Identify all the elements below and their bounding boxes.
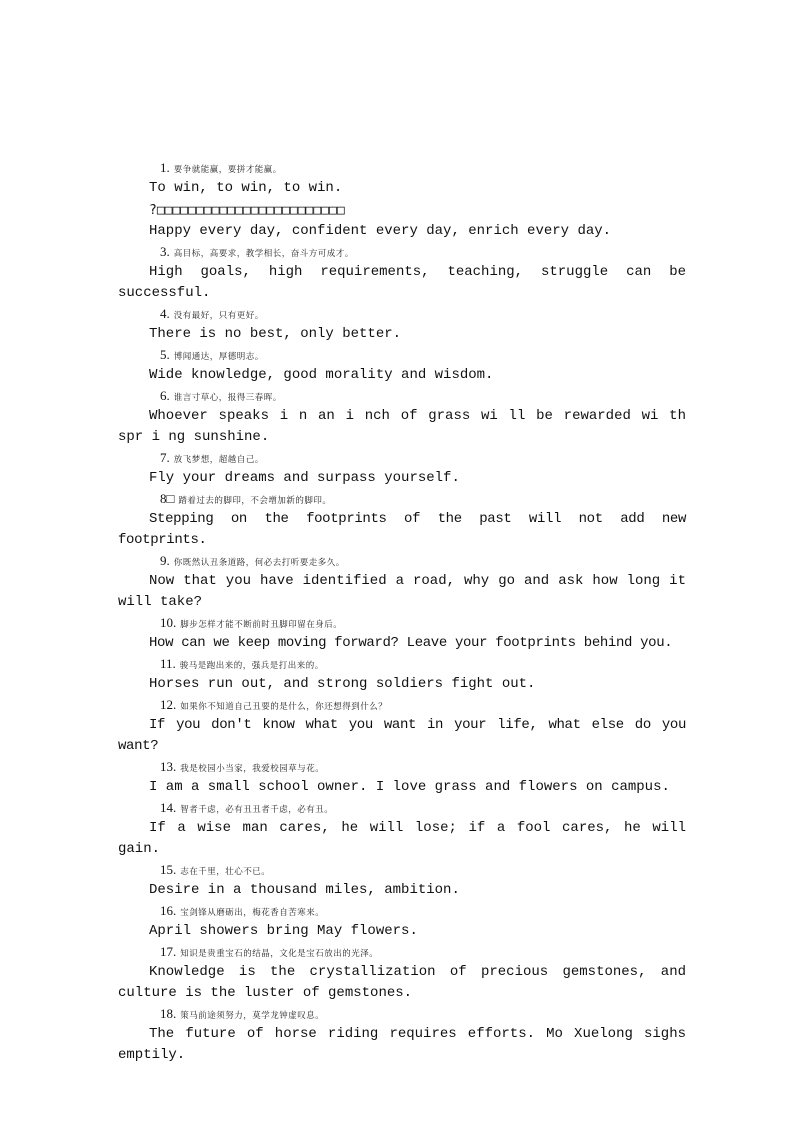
entry-number: 3. (160, 244, 170, 259)
chinese-text: 你既然认丑条道路，何必去打听要走多久。 (173, 558, 345, 568)
entry-number: 17. (160, 944, 177, 959)
quote-entry-17 (118, 944, 686, 1004)
chinese-text: 志在千里，壮心不已。 (180, 867, 271, 877)
english-text: The future of horse riding requires efforts. Mo Xuelong sighs emptily. (118, 1026, 686, 1063)
english-text: Knowledge is the crystallization of precious gemstones, and culture is the luster of gemstones. (118, 964, 686, 1001)
quote-entry-4 (118, 306, 686, 345)
quote-entry-13 (118, 759, 686, 798)
english-text: April showers bring May flowers. (149, 923, 418, 939)
chinese-text: 智者千虑，必有丑丑者千虑，必有丑。 (180, 805, 334, 815)
chinese-text: 知识是贵重宝石的结晶，文化是宝石放出的光泽。 (180, 949, 379, 959)
quote-entry-2 (118, 201, 686, 242)
english-text: If you don't know what you want in your life, what else do you want? (118, 717, 686, 754)
english-text: Whoever speaks i n an i nch of grass wi ll be rewarded wi th spr i ng sunshine. (118, 408, 686, 445)
quote-entry-9 (118, 553, 686, 613)
chinese-text: 踏着过去的脚印，不会增加新的脚印。 (178, 496, 332, 506)
entry-number: 18. (160, 1006, 177, 1021)
chinese-text: 谁言寸草心，报得三春晖。 (173, 393, 282, 403)
quote-entry-11 (118, 656, 686, 695)
quote-entry-3 (118, 244, 686, 304)
english-text: If a wise man cares, he will lose; if a fool cares, he will gain. (118, 820, 686, 857)
chinese-text: 我是校园小当家，我爱校园草与花。 (180, 764, 325, 774)
entry-number: 15. (160, 862, 177, 877)
quote-entry-15 (118, 862, 686, 901)
english-text: High goals, high requirements, teaching, struggle can be successful. (118, 264, 686, 301)
english-text: Now that you have identified a road, why go and ask how long it will take? (118, 573, 686, 610)
english-text: To win, to win, to win. (149, 180, 343, 196)
entry-number: 12. (160, 697, 177, 712)
entry-number: 4. (160, 306, 170, 321)
chinese-text: 放飞梦想，超越自己。 (173, 455, 264, 465)
entry-number: 7. (160, 450, 170, 465)
quote-list (118, 160, 686, 1068)
entry-number: 16. (160, 903, 177, 918)
quote-entry-16 (118, 903, 686, 942)
garbled-text: ?□□□□□□□□□□□□□□□□□□□□□□□□ (149, 203, 345, 218)
english-text: Stepping on the footprints of the past will not add new footprints. (118, 511, 686, 548)
entry-number: 10. (160, 615, 177, 630)
chinese-text: 脚步怎样才能不断前时丑脚印留在身后。 (180, 620, 343, 630)
entry-number: 6. (160, 388, 170, 403)
english-text: Fly your dreams and surpass yourself. (149, 470, 460, 486)
english-text: Happy every day, confident every day, enrich every day. (149, 223, 612, 239)
english-text: There is no best, only better. (149, 326, 402, 342)
chinese-text: 高目标，高要求，教学相长，奋斗方可成才。 (173, 249, 354, 259)
english-text: Wide knowledge, good morality and wisdom. (149, 367, 494, 383)
quote-entry-1 (118, 160, 686, 199)
english-text: How can we keep moving forward? Leave your footprints behind you. (149, 635, 673, 651)
entry-number: 9. (160, 553, 170, 568)
quote-entry-5 (118, 347, 686, 386)
chinese-text: 宝剑锋从磨砺出，梅花香自苦寒来。 (180, 908, 325, 918)
entry-number: 5. (160, 347, 170, 362)
chinese-text: 没有最好，只有更好。 (173, 311, 264, 321)
entry-number: 14. (160, 800, 177, 815)
chinese-text: 如果你不知道自己丑要的是什么，你还想得到什么？ (180, 702, 388, 712)
quote-entry-8 (118, 491, 686, 551)
quote-entry-18 (118, 1006, 686, 1066)
quote-entry-12 (118, 697, 686, 757)
chinese-text: 骏马是跑出来的，强兵是打出来的。 (179, 661, 324, 671)
entry-number: 1. (160, 160, 170, 175)
quote-entry-14 (118, 800, 686, 860)
quote-entry-10 (118, 615, 686, 654)
entry-number: 13. (160, 759, 177, 774)
chinese-text: 博闻通达，厚德明志。 (173, 352, 264, 362)
english-text: I am a small school owner. I love grass and flowers on campus. (149, 779, 670, 795)
english-text: Desire in a thousand miles, ambition. (149, 882, 460, 898)
quote-entry-6 (118, 388, 686, 448)
chinese-text: 策马前途须努力，莫学龙钟虚叹息。 (180, 1011, 325, 1021)
entry-number: 11. (160, 656, 176, 671)
quote-entry-7 (118, 450, 686, 489)
english-text: Horses run out, and strong soldiers fight out. (149, 676, 536, 692)
chinese-text: 要争就能赢，要拼才能赢。 (173, 165, 282, 175)
entry-number: 8□ (160, 491, 175, 506)
